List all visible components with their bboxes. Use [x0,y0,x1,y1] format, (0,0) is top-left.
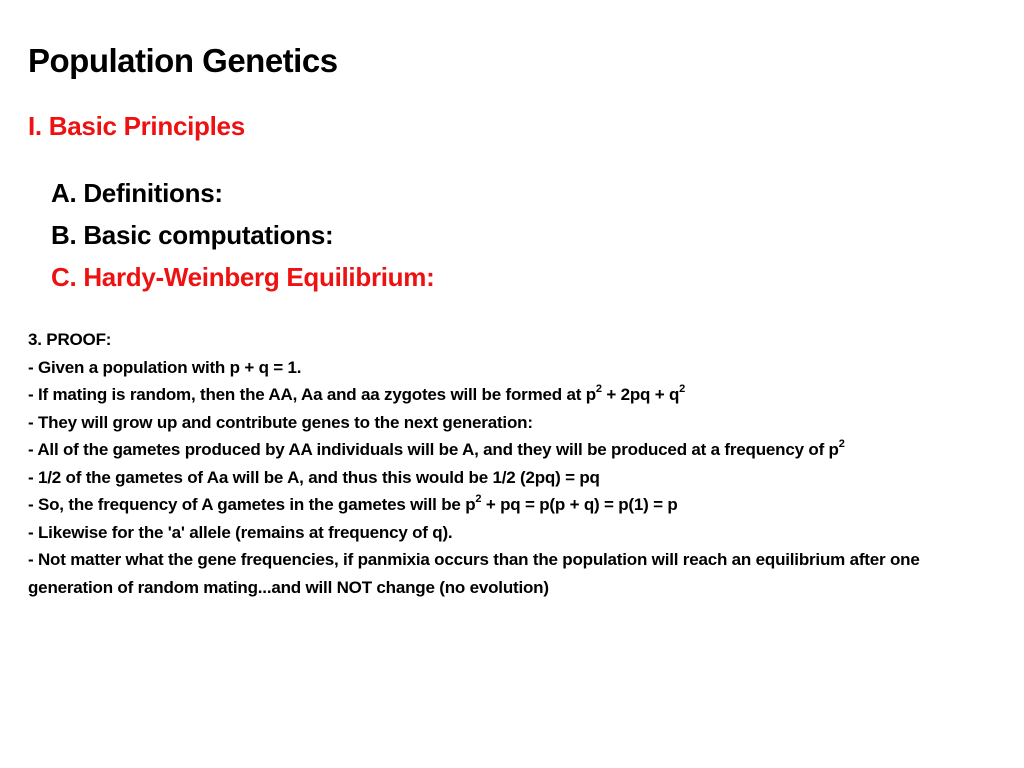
proof-line: - Likewise for the 'a' allele (remains at frequency of q). [28,522,453,542]
subsection-list [51,172,434,298]
proof-line: - 1/2 of the gametes of Aa will be A, and thus this would be 1/2 (2pq) = pq [28,467,600,487]
proof-lines [28,354,988,602]
section-heading: I. Basic Principles [28,111,245,141]
proof-heading: 3. PROOF: [28,330,112,349]
proof-line: - Not matter what the gene frequencies, if panmixia occurs than the population will reach an equilibrium after one generation of random mating...and will NOT change (no evolution) [28,550,920,597]
superscript: 2 [838,438,845,451]
proof-block [28,326,988,601]
proof-line: - So, the frequency of A gametes in the gametes will be $p^2$ + pq = p(p + q) = p(1) = p [28,493,678,514]
slide-title: Population Genetics [28,42,338,79]
proof-line: - If mating is random, then the AA, Aa and aa zygotes will be formed at $p^2 + 2pq + q^2$ [28,383,686,404]
subsection-hardy-weinberg: C. Hardy-Weinberg Equilibrium: [51,262,435,292]
proof-line: - They will grow up and contribute genes to the next generation: [28,412,533,432]
superscript: 2 [475,493,482,506]
superscript: 2 [595,383,602,396]
proof-line: - All of the gametes produced by AA individuals will be A, and they will be produced at a frequency of $p^2$ [28,438,845,459]
superscript: 2 [679,383,686,396]
subsection-basic-computations: B. Basic computations: [51,220,334,250]
proof-line: - Given a population with p + q = 1. [28,357,302,377]
subsection-definitions: A. Definitions: [51,178,223,208]
